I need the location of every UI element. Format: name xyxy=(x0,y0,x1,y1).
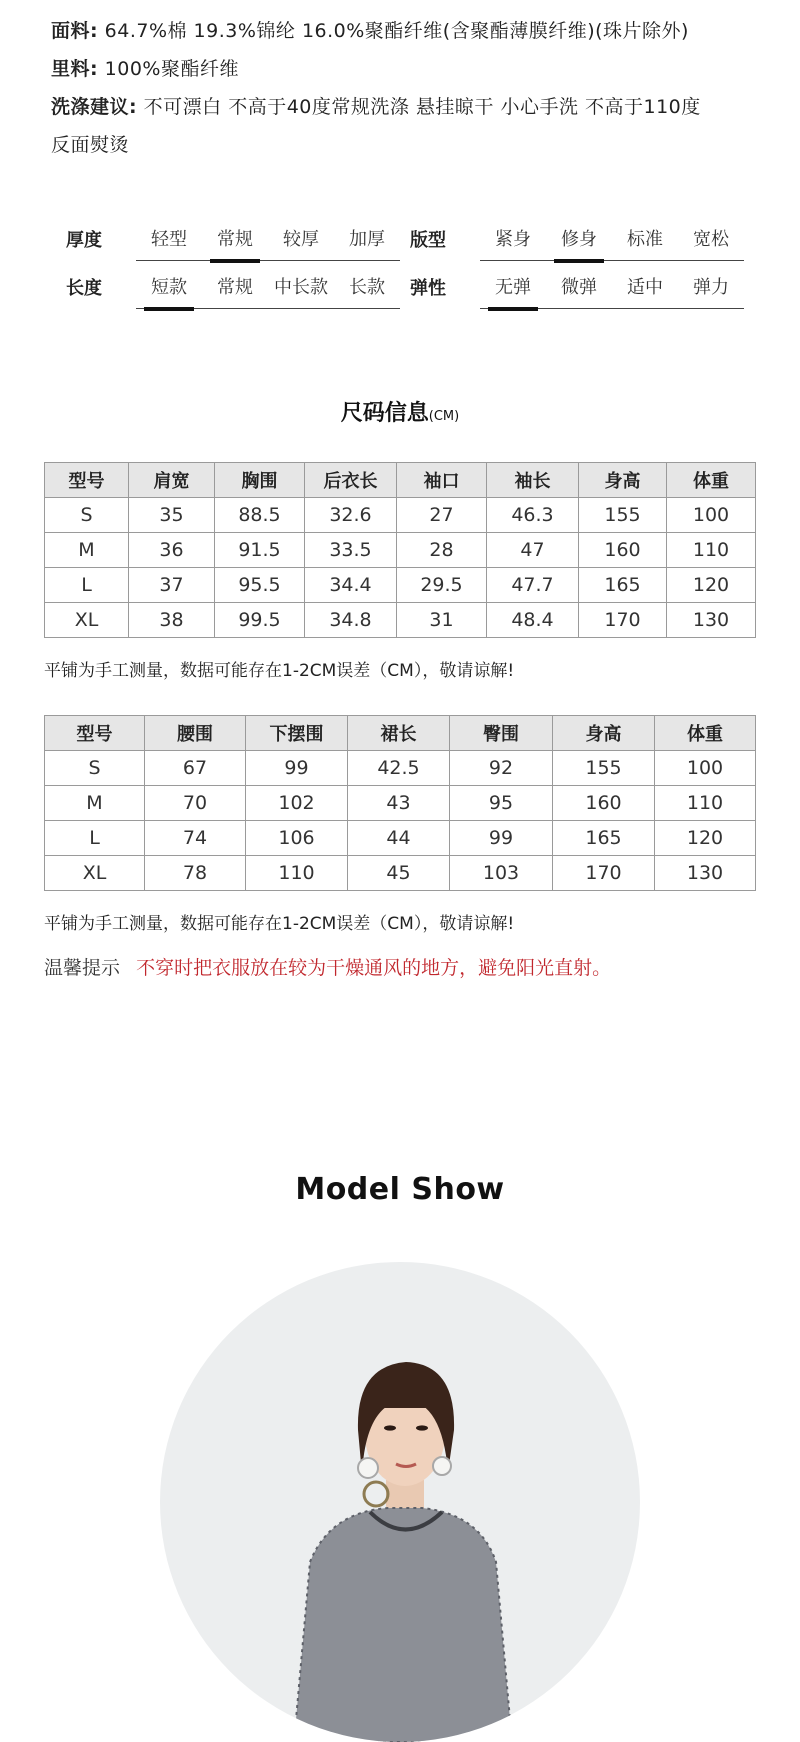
table-cell: M xyxy=(45,786,145,821)
table-cell: 47.7 xyxy=(487,568,579,603)
thickness-option: 常规 xyxy=(202,220,268,260)
table-cell: 43 xyxy=(348,786,450,821)
elasticity-option: 弹力 xyxy=(693,277,729,298)
elasticity-label: 弹性 xyxy=(410,278,446,299)
table-cell: 110 xyxy=(655,786,756,821)
table-cell: L xyxy=(45,821,145,856)
column-header: 腰围 xyxy=(145,716,246,751)
thickness-option: 较厚 xyxy=(283,229,319,250)
table-cell: L xyxy=(45,568,129,603)
table-cell: 88.5 xyxy=(215,498,305,533)
model-illustration xyxy=(160,1262,640,1742)
table-cell: 165 xyxy=(579,568,667,603)
table-row xyxy=(45,568,756,603)
table-cell: 48.4 xyxy=(487,603,579,638)
fit-option: 紧身 xyxy=(495,229,531,250)
size-title-unit: (CM) xyxy=(428,409,460,424)
table-cell: 170 xyxy=(553,856,655,891)
table-header-row xyxy=(45,716,756,751)
table-cell: XL xyxy=(45,603,129,638)
table-cell: 91.5 xyxy=(215,533,305,568)
table-row xyxy=(45,821,756,856)
thickness-option: 加厚 xyxy=(349,229,385,250)
table-cell: 120 xyxy=(655,821,756,856)
table-cell: 67 xyxy=(145,751,246,786)
column-header: 裙长 xyxy=(348,716,450,751)
length-option: 常规 xyxy=(217,277,253,298)
washing-label: 洗涤建议: xyxy=(51,96,138,118)
table-row xyxy=(45,786,756,821)
table-cell: 37 xyxy=(129,568,215,603)
model-show-title: Model Show xyxy=(295,1172,505,1207)
column-header: 体重 xyxy=(667,463,756,498)
table-cell: 44 xyxy=(348,821,450,856)
column-header: 肩宽 xyxy=(129,463,215,498)
table-cell: 78 xyxy=(145,856,246,891)
washing-value: 不可漂白 不高于40度常规洗涤 悬挂晾干 小心手洗 不高于110度 xyxy=(143,96,701,118)
table-cell: 92 xyxy=(450,751,553,786)
measure-note: 平铺为手工测量，数据可能存在1-2CM误差（CM），敬请谅解! xyxy=(44,661,515,681)
fit-option: 宽松 xyxy=(693,229,729,250)
length-option: 中长款 xyxy=(274,277,328,298)
table-cell: 46.3 xyxy=(487,498,579,533)
column-header: 下摆围 xyxy=(246,716,348,751)
table-cell: 42.5 xyxy=(348,751,450,786)
washing-line-cont xyxy=(51,126,781,164)
table-cell: 99.5 xyxy=(215,603,305,638)
table-cell: 31 xyxy=(397,603,487,638)
table-cell: 70 xyxy=(145,786,246,821)
elasticity-option: 微弹 xyxy=(561,277,597,298)
table-cell: 102 xyxy=(246,786,348,821)
care-tip-text: 不穿时把衣服放在较为干燥通风的地方，避免阳光直射。 xyxy=(136,957,612,979)
column-header: 身高 xyxy=(553,716,655,751)
table-cell: 130 xyxy=(667,603,756,638)
length-label: 长度 xyxy=(66,278,102,299)
column-header: 身高 xyxy=(579,463,667,498)
size-info-title xyxy=(0,396,800,427)
table-cell: 103 xyxy=(450,856,553,891)
elasticity-option: 无弹 xyxy=(480,268,546,308)
length-options xyxy=(136,268,400,309)
table-row xyxy=(45,751,756,786)
thickness-options xyxy=(136,220,400,261)
table-row xyxy=(45,498,756,533)
elasticity-options xyxy=(480,268,744,309)
lining-value: 100%聚酯纤维 xyxy=(104,58,239,80)
fit-options xyxy=(480,220,744,261)
table-cell: XL xyxy=(45,856,145,891)
washing-line xyxy=(51,88,781,126)
fit-label: 版型 xyxy=(410,230,446,251)
column-header: 型号 xyxy=(45,716,145,751)
table-cell: 99 xyxy=(450,821,553,856)
table-cell: 106 xyxy=(246,821,348,856)
table-cell: 32.6 xyxy=(305,498,397,533)
table-cell: 155 xyxy=(579,498,667,533)
thickness-label: 厚度 xyxy=(66,230,102,251)
table-cell: 33.5 xyxy=(305,533,397,568)
table-cell: 29.5 xyxy=(397,568,487,603)
table-cell: 35 xyxy=(129,498,215,533)
table-row xyxy=(45,603,756,638)
column-header: 后衣长 xyxy=(305,463,397,498)
fit-option: 修身 xyxy=(546,220,612,260)
table-cell: 120 xyxy=(667,568,756,603)
thickness-option: 轻型 xyxy=(151,229,187,250)
table-cell: 160 xyxy=(553,786,655,821)
column-header: 袖口 xyxy=(397,463,487,498)
fabric-line xyxy=(51,12,781,50)
table-cell: 34.8 xyxy=(305,603,397,638)
table-cell: 27 xyxy=(397,498,487,533)
table-cell: 74 xyxy=(145,821,246,856)
model-photo xyxy=(160,1262,640,1742)
table-cell: 34.4 xyxy=(305,568,397,603)
table-cell: 160 xyxy=(579,533,667,568)
top-size-table xyxy=(44,462,756,638)
table-cell: 95 xyxy=(450,786,553,821)
size-title-text: 尺码信息 xyxy=(340,401,429,426)
table-cell: 100 xyxy=(655,751,756,786)
table-cell: 95.5 xyxy=(215,568,305,603)
length-option: 长款 xyxy=(349,277,385,298)
lining-line xyxy=(51,50,781,88)
table-cell: 155 xyxy=(553,751,655,786)
fit-option: 标准 xyxy=(627,229,663,250)
table-header-row xyxy=(45,463,756,498)
fabric-label: 面料: xyxy=(51,20,99,42)
table-cell: M xyxy=(45,533,129,568)
washing-value-cont: 反面熨烫 xyxy=(51,134,130,156)
table-row xyxy=(45,856,756,891)
table-cell: 130 xyxy=(655,856,756,891)
table-cell: 28 xyxy=(397,533,487,568)
table-cell: 110 xyxy=(667,533,756,568)
table-cell: 36 xyxy=(129,533,215,568)
table-cell: 100 xyxy=(667,498,756,533)
measure-note: 平铺为手工测量，数据可能存在1-2CM误差（CM），敬请谅解! xyxy=(44,914,515,934)
column-header: 型号 xyxy=(45,463,129,498)
table-row xyxy=(45,533,756,568)
attribute-row xyxy=(60,220,740,260)
bottom-size-table xyxy=(44,715,756,891)
fabric-value: 64.7%棉 19.3%锦纶 16.0%聚酯纤维(含聚酯薄膜纤维)(珠片除外) xyxy=(104,20,689,42)
column-header: 胸围 xyxy=(215,463,305,498)
care-tip-label: 温馨提示 xyxy=(44,957,121,979)
table-cell: 110 xyxy=(246,856,348,891)
table-cell: 165 xyxy=(553,821,655,856)
table-cell: 38 xyxy=(129,603,215,638)
table-cell: S xyxy=(45,498,129,533)
table-cell: 170 xyxy=(579,603,667,638)
attribute-row xyxy=(60,268,740,308)
table-cell: 99 xyxy=(246,751,348,786)
column-header: 臀围 xyxy=(450,716,553,751)
product-info xyxy=(51,12,781,164)
column-header: 体重 xyxy=(655,716,756,751)
care-tip xyxy=(44,953,611,980)
length-option: 短款 xyxy=(136,268,202,308)
column-header: 袖长 xyxy=(487,463,579,498)
table-cell: S xyxy=(45,751,145,786)
lining-label: 里料: xyxy=(51,58,99,80)
table-cell: 45 xyxy=(348,856,450,891)
elasticity-option: 适中 xyxy=(627,277,663,298)
table-cell: 47 xyxy=(487,533,579,568)
